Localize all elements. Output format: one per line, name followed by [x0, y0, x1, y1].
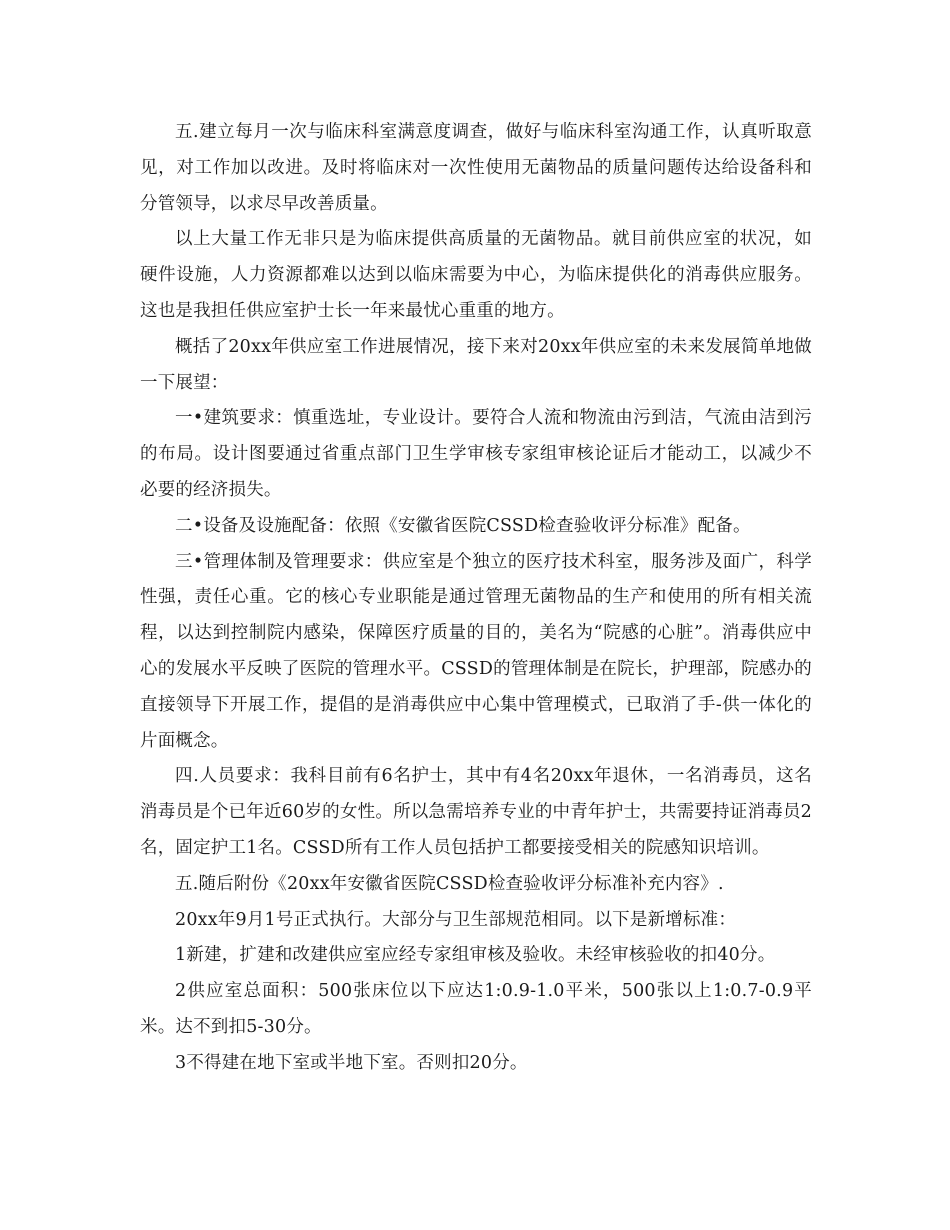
paragraph-management: 三•管理体制及管理要求：供应室是个独立的医疗技术科室，服务涉及面广，科学性强，责任心重。它的核心专业职能是通过管理无菌物品的生产和使用的所有相关流程，以达到控制院内感染，保障医疗质量的目的，美名为“院感的心脏”。消毒供应中心的发展水平反映了医院的管理水平。CSSD的管理体制是在院长，护理部，院感办的直接领导下开展工作，提倡的是消毒供应中心集中管理模式，已取消了手-供一体化的片面概念。 — [140, 551, 812, 751]
paragraph-sterile-supplies: 以上大量工作无非只是为临床提供高质量的无菌物品。就目前供应室的状况，如硬件设施，人力资源都难以达到以临床需要为中心，为临床提供化的消毒供应服务。这也是我担任供应室护士长一年来最忧心重重的地方。 — [140, 229, 812, 321]
list-item-standard-3: 3不得建在地下室或半地下室。否则扣20分。 — [175, 1052, 528, 1073]
paragraph-staffing: 四.人员要求：我科目前有6名护士，其中有4名20xx年退休，一名消毒员，这名消毒员是个已年近60岁的女性。所以急需培养专业的中青年护士，共需要持证消毒员2名，固定护工1名。CSSD所有工作人员包括护工都要接受相关的院感知识培训。 — [140, 766, 812, 858]
paragraph-effective-date: 20xx年9月1号正式执行。大部分与卫生部规范相同。以下是新增标准： — [175, 909, 737, 930]
list-item-standard-1: 1新建，扩建和改建供应室应经专家组审核及验收。未经审核验收的扣40分。 — [175, 945, 776, 966]
paragraph-equipment: 二•设备及设施配备：依照《安徽省医院CSSD检查验收评分标准》配备。 — [175, 515, 751, 536]
list-item-standard-2: 2供应室总面积：500张床位以下应达1:0.9-1.0平米，500张以上1:0.7-0.9平米。达不到扣5-30分。 — [140, 981, 812, 1037]
paragraph-attachment: 五.随后附份《20xx年安徽省医院CSSD检查验收评分标准补充内容》. — [175, 873, 724, 894]
paragraph-outlook-intro: 概括了20xx年供应室工作进展情况，接下来对20xx年供应室的未来发展简单地做一下展望： — [140, 336, 812, 393]
paragraph-feedback-survey: 五.建立每月一次与临床科室满意度调查，做好与临床科室沟通工作，认真听取意见，对工作加以改进。及时将临床对一次性使用无菌物品的质量问题传达给设备科和分管领导，以求尽早改善质量。 — [140, 122, 812, 214]
paragraph-building-requirements: 一•建筑要求：慎重选址，专业设计。要符合人流和物流由污到洁，气流由洁到污的布局。设计图要通过省重点部门卫生学审核专家组审核论证后才能动工，以减少不必要的经济损失。 — [140, 408, 812, 500]
document-body — [140, 115, 812, 1082]
